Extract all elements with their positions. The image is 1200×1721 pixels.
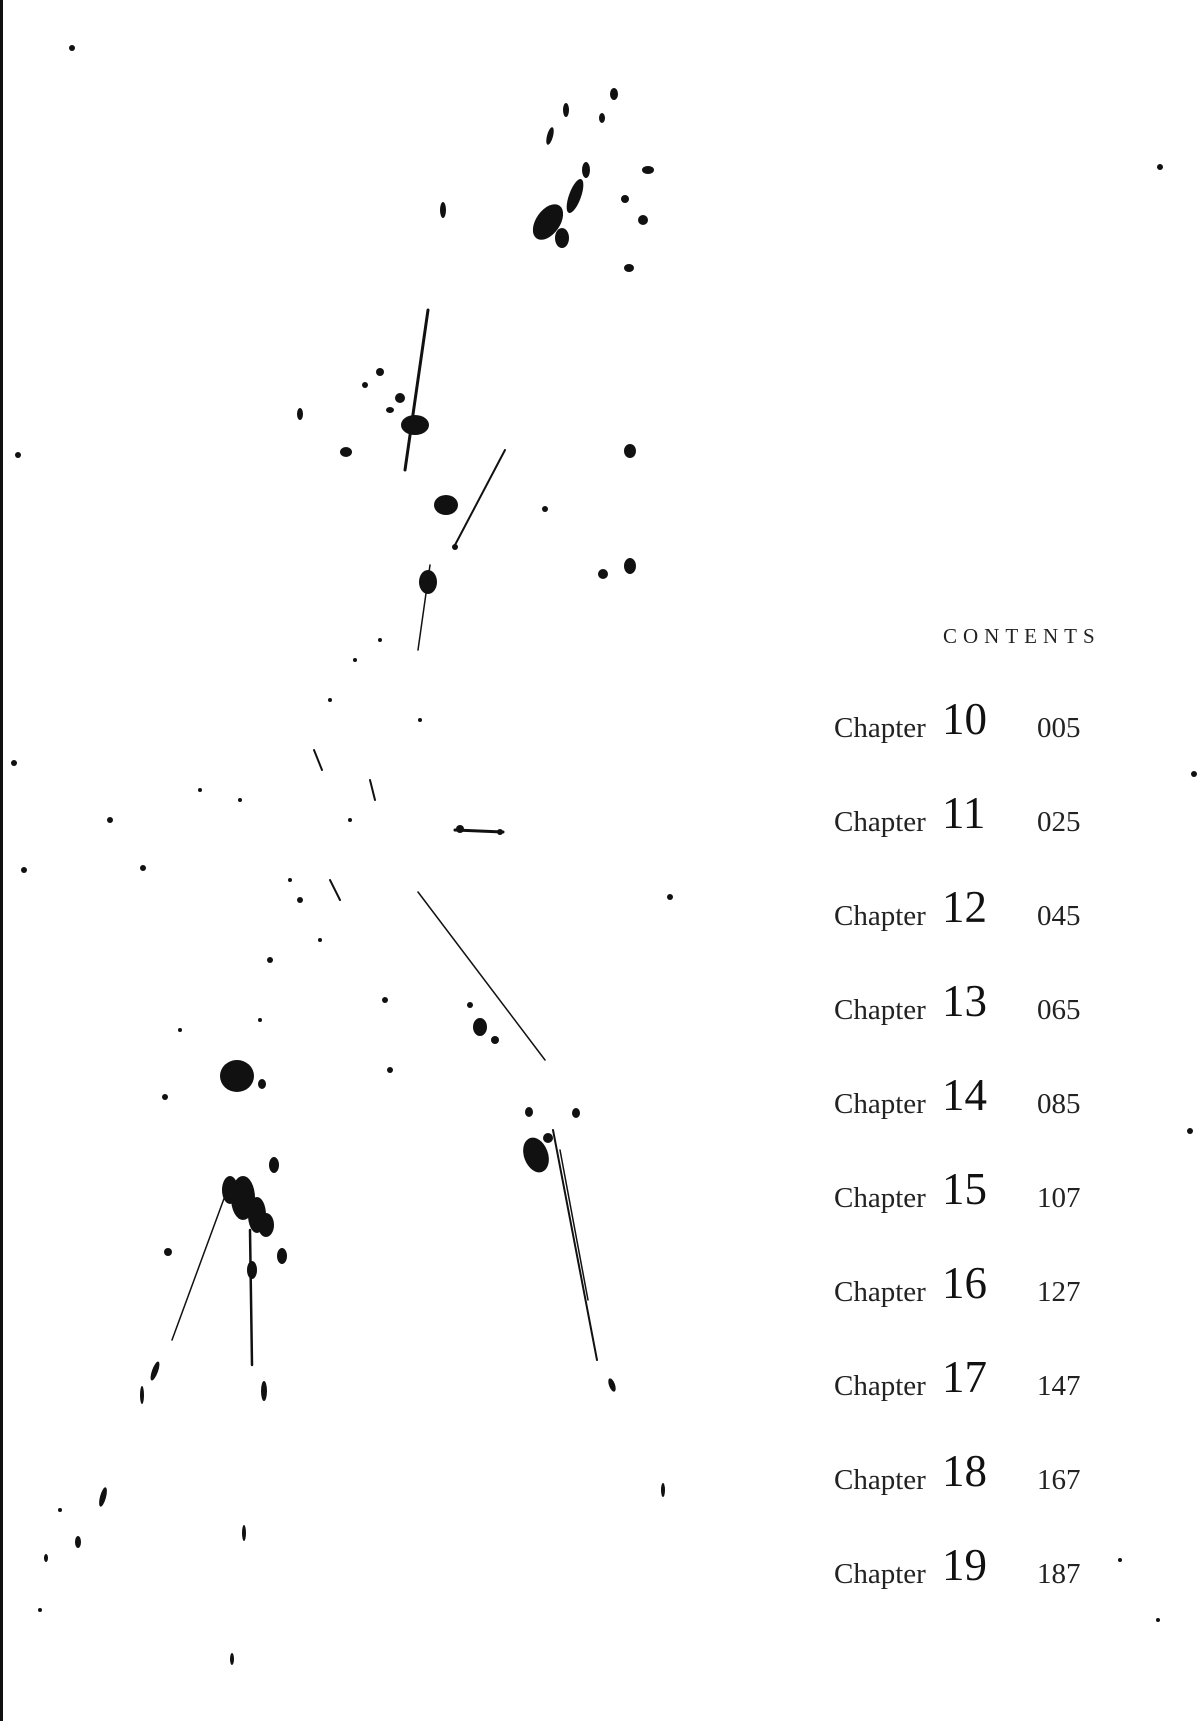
chapter-word: Chapter: [834, 1182, 926, 1214]
chapter-word: Chapter: [834, 712, 926, 744]
toc-entry: [834, 1348, 1094, 1442]
toc-entry: [834, 972, 1094, 1066]
contents-heading: CONTENTS: [943, 624, 1101, 648]
page-number: 107: [1037, 1182, 1081, 1214]
page-number: 085: [1037, 1088, 1081, 1120]
chapter-number: 10: [942, 694, 987, 744]
chapter-word: Chapter: [834, 1276, 926, 1308]
chapter-word: Chapter: [834, 900, 926, 932]
page-number: 167: [1037, 1464, 1081, 1496]
toc-entry: [834, 1254, 1094, 1348]
chapter-number: 12: [942, 882, 987, 932]
chapter-number: 14: [942, 1070, 987, 1120]
chapter-number: 16: [942, 1258, 987, 1308]
page-number: 045: [1037, 900, 1081, 932]
chapter-number: 17: [942, 1352, 987, 1402]
chapter-word: Chapter: [834, 1370, 926, 1402]
toc-entry: [834, 1536, 1094, 1630]
chapter-word: Chapter: [834, 994, 926, 1026]
page-number: 127: [1037, 1276, 1081, 1308]
chapter-word: Chapter: [834, 1558, 926, 1590]
chapter-word: Chapter: [834, 806, 926, 838]
chapter-number: 19: [942, 1540, 987, 1590]
toc-entry: [834, 784, 1094, 878]
chapter-number: 18: [942, 1446, 987, 1496]
toc-entry: [834, 1066, 1094, 1160]
table-of-contents: [834, 690, 1094, 1630]
chapter-number: 11: [942, 788, 986, 838]
toc-entry: [834, 878, 1094, 972]
toc-entry: [834, 1160, 1094, 1254]
chapter-word: Chapter: [834, 1464, 926, 1496]
chapter-word: Chapter: [834, 1088, 926, 1120]
page-number: 147: [1037, 1370, 1081, 1402]
page-number: 065: [1037, 994, 1081, 1026]
chapter-number: 13: [942, 976, 987, 1026]
page-number: 005: [1037, 712, 1081, 744]
toc-entry: [834, 1442, 1094, 1536]
chapter-number: 15: [942, 1164, 987, 1214]
page-number: 025: [1037, 806, 1081, 838]
toc-entry: [834, 690, 1094, 784]
page-number: 187: [1037, 1558, 1081, 1590]
